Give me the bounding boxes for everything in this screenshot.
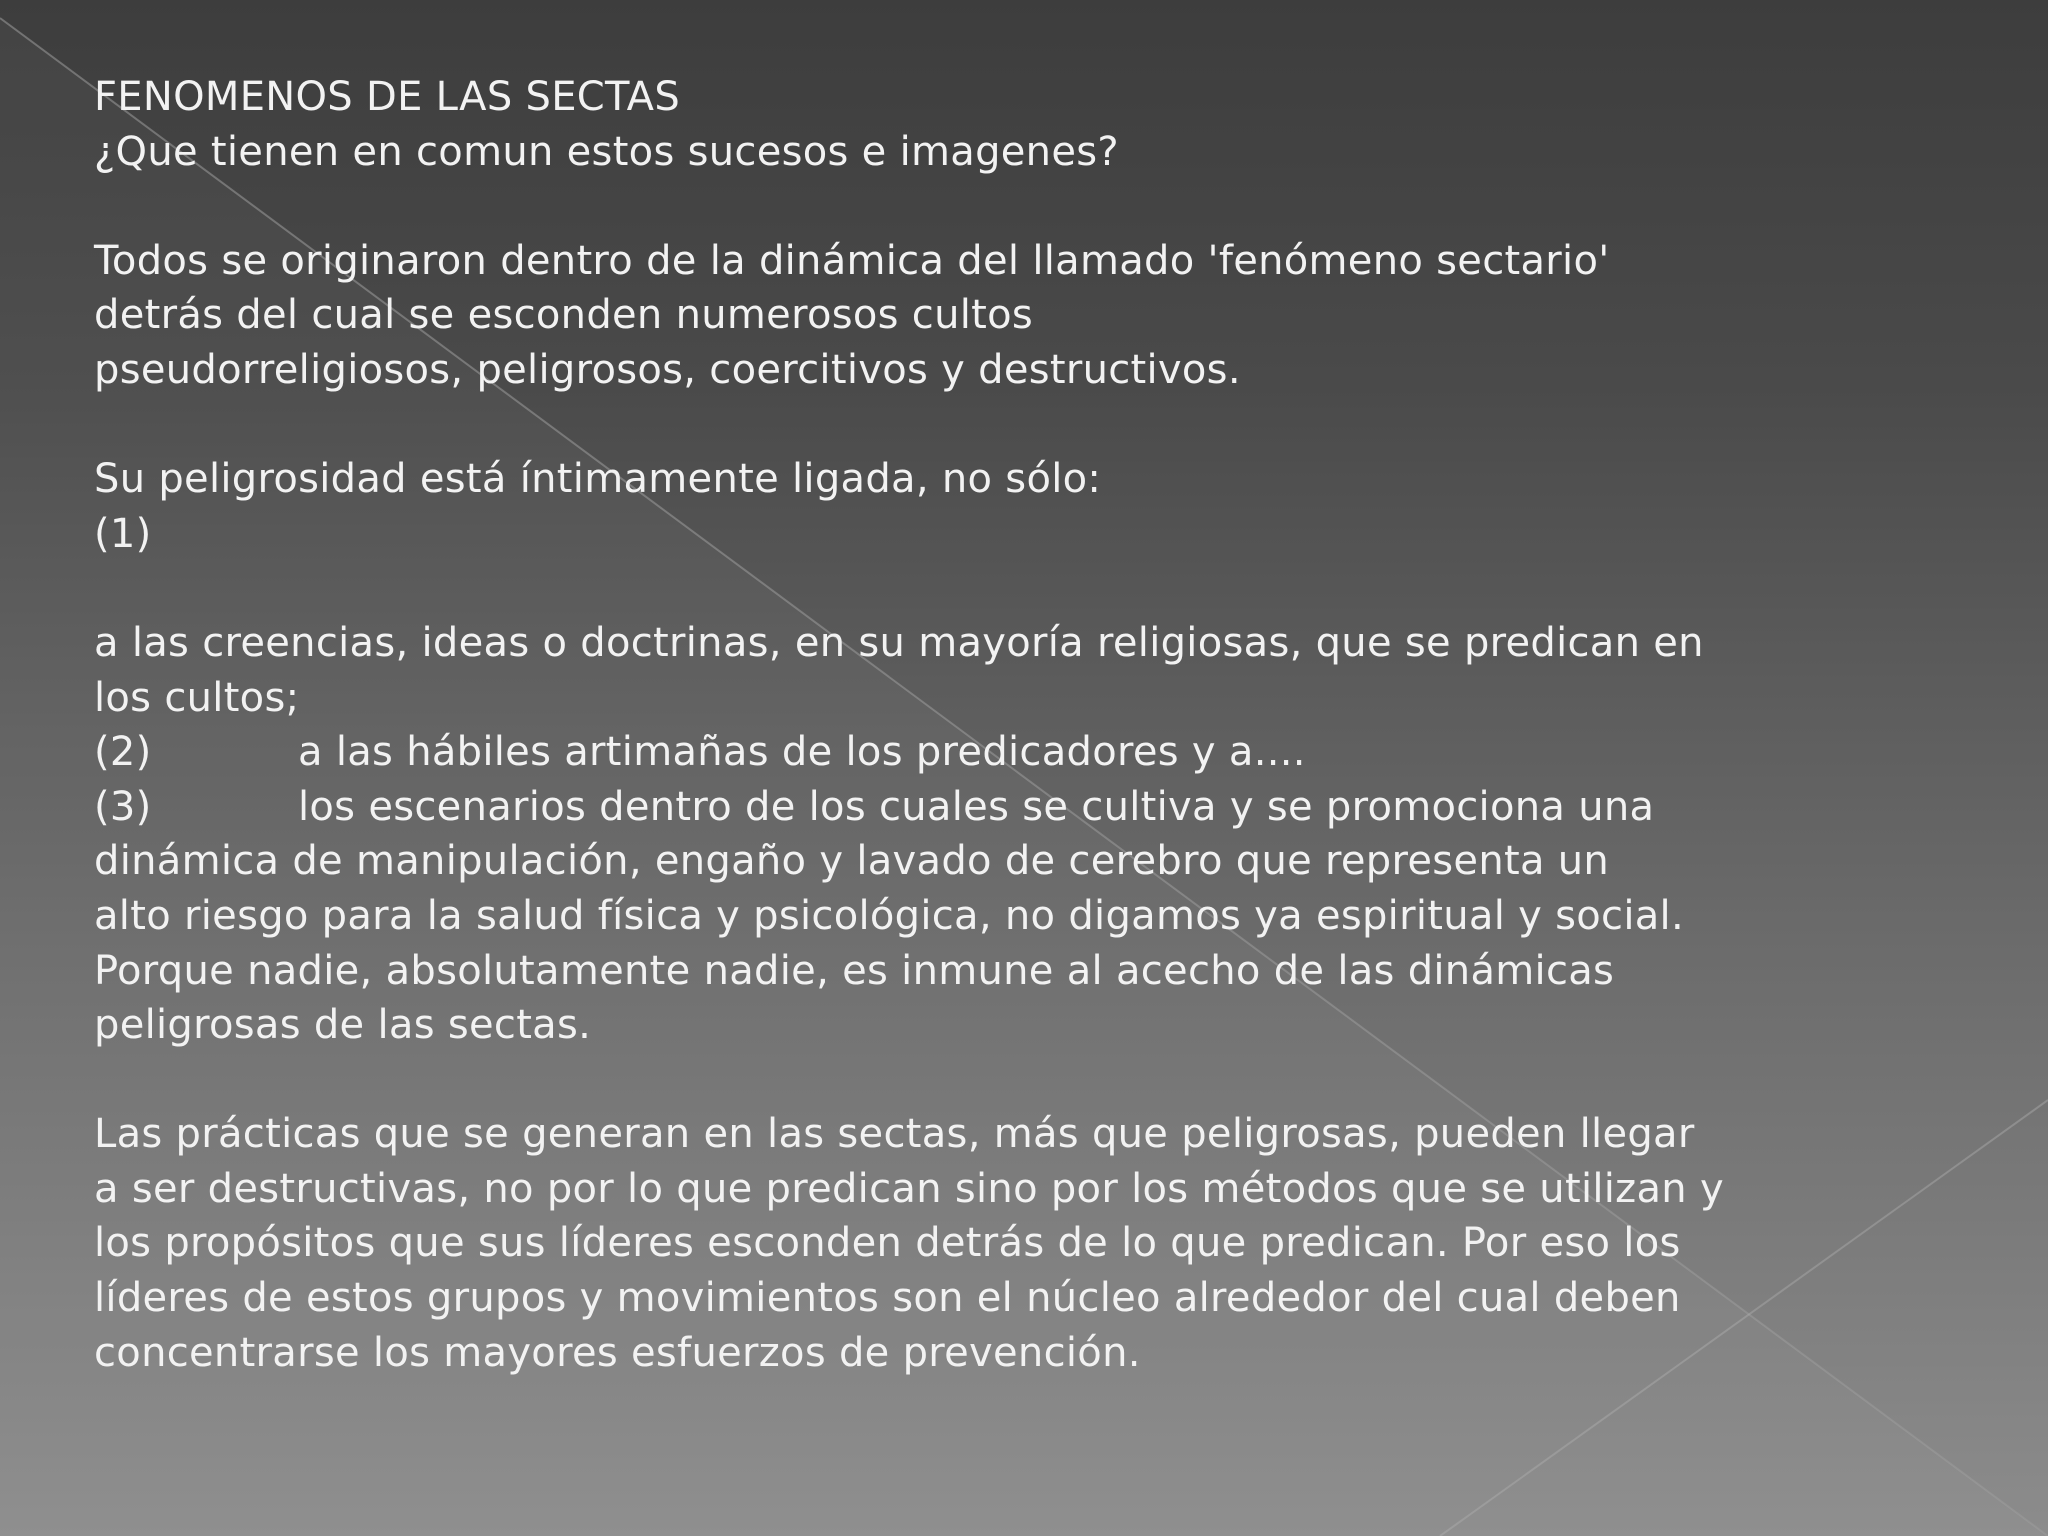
item-2-text: a las hábiles artimañas de los predicadores y a....: [298, 729, 1306, 776]
paragraph-line: detrás del cual se esconden numerosos cultos: [94, 292, 1034, 339]
item-2-number: (2): [94, 729, 152, 776]
item-2: [94, 725, 1974, 780]
item-3-line: dinámica de manipulación, engaño y lavado de cerebro que representa un: [94, 838, 1610, 885]
slide-question: ¿Que tienen en comun estos sucesos e imagenes?: [94, 128, 1119, 175]
item-1-line: a las creencias, ideas o doctrinas, en su mayoría religiosas, que se predican en: [94, 619, 1704, 666]
paragraph-line: pseudorreligiosos, peligrosos, coercitivos y destructivos.: [94, 346, 1241, 393]
paragraph-line: a ser destructivas, no por lo que predican sino por los métodos que se utilizan y: [94, 1165, 1724, 1212]
item-3-line: Porque nadie, absolutamente nadie, es inmune al acecho de las dinámicas: [94, 947, 1615, 994]
item-1-line: los cultos;: [94, 674, 300, 721]
item-3-number: (3): [94, 783, 152, 830]
item-3: [94, 780, 1974, 835]
spacer: [94, 398, 1974, 453]
item-1-number: (1): [94, 510, 152, 557]
item-3-line: peligrosas de las sectas.: [94, 1002, 592, 1049]
paragraph-line: los propósitos que sus líderes esconden detrás de lo que predican. Por eso los: [94, 1220, 1681, 1267]
spacer: [94, 561, 1974, 616]
paragraph-line: Todos se originaron dentro de la dinámica del llamado 'fenómeno sectario': [94, 237, 1610, 284]
paragraph-line: Las prácticas que se generan en las sectas, más que peligrosas, pueden llegar: [94, 1111, 1695, 1158]
spacer: [94, 179, 1974, 234]
paragraph-line: líderes de estos grupos y movimientos son el núcleo alrededor del cual deben: [94, 1275, 1681, 1322]
paragraph-line: concentrarse los mayores esfuerzos de prevención.: [94, 1329, 1141, 1376]
spacer: [94, 1053, 1974, 1108]
slide-body: [94, 70, 1974, 1380]
item-3-line: alto riesgo para la salud física y psicológica, no digamos ya espiritual y social.: [94, 892, 1684, 939]
intro-line: Su peligrosidad está íntimamente ligada, no sólo:: [94, 456, 1102, 503]
item-3-text: los escenarios dentro de los cuales se cultiva y se promociona una: [298, 783, 1655, 830]
slide-title: FENOMENOS DE LAS SECTAS: [94, 74, 681, 120]
